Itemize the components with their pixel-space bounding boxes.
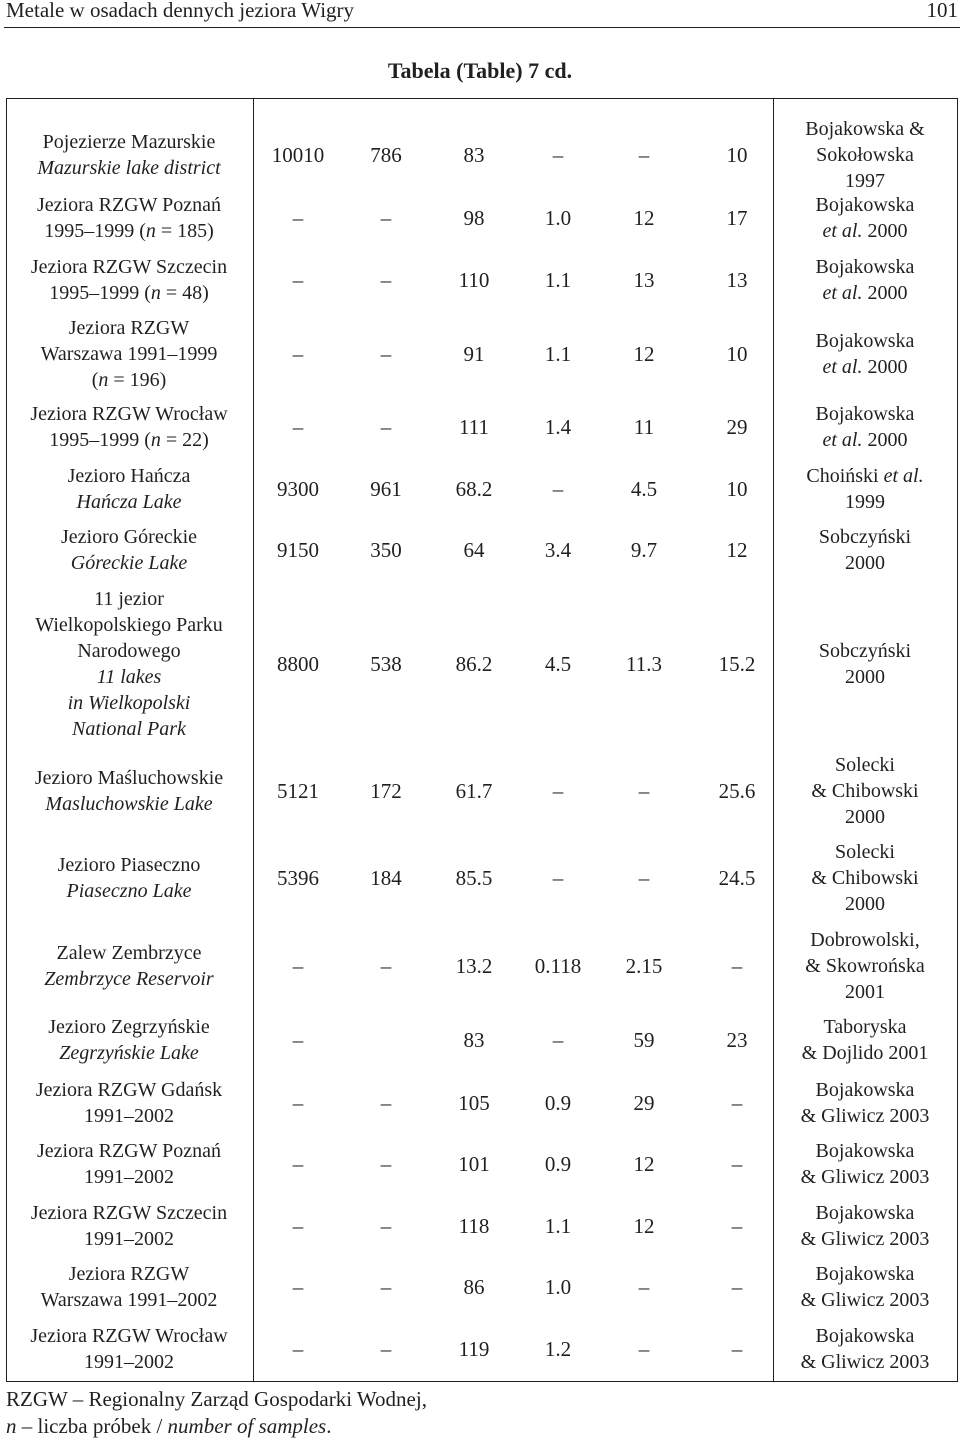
lake-name-line: Piaseczno Lake	[66, 880, 192, 902]
reference-cell	[772, 401, 958, 453]
reference-line: Bojakowska	[815, 1325, 915, 1347]
reference-line: 1997	[845, 170, 885, 192]
value-cell: –	[731, 954, 743, 978]
reference-cell	[772, 1261, 958, 1313]
running-title: Metale w osadach dennych jeziora Wigry	[6, 0, 355, 22]
reference-line: Bojakowska	[815, 403, 915, 425]
value-cell: 110	[458, 268, 490, 292]
reference-line: Sobczyński	[818, 640, 912, 662]
lake-name-cell	[6, 940, 252, 992]
reference-line: et al. 2000	[822, 220, 908, 242]
table-row	[0, 315, 960, 393]
reference-cell	[772, 1138, 958, 1190]
value-cell: 10	[726, 477, 748, 501]
lake-name-line: Warszawa 1991–2002	[40, 1289, 218, 1311]
value-cell: 17	[726, 206, 748, 230]
value-cell: –	[380, 268, 392, 292]
value-cell: 15.2	[718, 652, 756, 676]
value-cell: 12	[633, 1214, 655, 1238]
value-cell: –	[292, 415, 304, 439]
lake-name-cell	[6, 524, 252, 576]
value-cell: 29	[726, 415, 748, 439]
value-cell: –	[731, 1152, 743, 1176]
lake-name-cell	[6, 315, 252, 393]
reference-line: Sokołowska	[816, 144, 914, 166]
lake-name-line: Zembrzyce Reservoir	[44, 968, 214, 990]
lake-name-cell	[6, 586, 252, 742]
value-cell: 10	[726, 143, 748, 167]
value-cell: –	[380, 342, 392, 366]
value-cell: –	[380, 1152, 392, 1176]
value-cell: 5121	[277, 779, 319, 803]
reference-line: 2000	[845, 806, 885, 828]
value-cell: –	[731, 1214, 743, 1238]
reference-line: Bojakowska &	[805, 118, 925, 140]
value-cell: 12	[726, 538, 748, 562]
value-cell: 0.9	[544, 1152, 572, 1176]
reference-line: Bojakowska	[815, 1079, 915, 1101]
value-cell: 13	[726, 268, 748, 292]
value-cell: –	[380, 1091, 392, 1115]
lake-name-line: Jeziora RZGW Wrocław	[30, 403, 228, 425]
value-cell: 961	[370, 477, 402, 501]
value-cell: 184	[370, 866, 402, 890]
lake-name-line: Jezioro Hańcza	[67, 465, 191, 487]
value-cell: 10010	[271, 143, 325, 167]
footnote-end: .	[326, 1414, 332, 1438]
value-cell: 0.9	[544, 1091, 572, 1115]
value-cell: 10	[726, 342, 748, 366]
table-row	[0, 927, 960, 1005]
value-cell: 1.0	[544, 206, 572, 230]
value-cell: –	[380, 415, 392, 439]
value-cell: –	[552, 779, 564, 803]
value-cell: 12	[633, 1152, 655, 1176]
lake-name-line: Jezioro Maśluchowskie	[34, 767, 224, 789]
table-row	[0, 116, 960, 194]
value-cell: –	[552, 143, 564, 167]
lake-name-cell	[6, 852, 252, 904]
value-cell: –	[552, 1028, 564, 1052]
lake-name-line: Góreckie Lake	[70, 552, 188, 574]
lake-name-line: Mazurskie lake district	[37, 157, 221, 179]
value-cell: 1.2	[544, 1337, 572, 1361]
value-cell: –	[638, 1337, 650, 1361]
lake-name-cell	[6, 1138, 252, 1190]
table-row	[0, 463, 960, 515]
value-cell: 1.4	[544, 415, 572, 439]
value-cell: –	[292, 1214, 304, 1238]
reference-cell	[772, 1014, 958, 1066]
reference-line: & Gliwicz 2003	[800, 1351, 930, 1373]
table-row	[0, 1138, 960, 1190]
lake-name-line: Jeziora RZGW	[68, 317, 190, 339]
value-cell: 12	[633, 206, 655, 230]
reference-line: 2000	[845, 893, 885, 915]
value-cell: 64	[463, 538, 485, 562]
value-cell: 12	[633, 342, 655, 366]
lake-name-line: Jeziora RZGW Poznań	[36, 1140, 222, 1162]
page-header	[0, 0, 960, 27]
value-cell: 11.3	[626, 652, 662, 676]
reference-line: & Dojlido 2001	[801, 1042, 929, 1064]
reference-line: 2001	[845, 981, 885, 1003]
lake-name-cell	[6, 463, 252, 515]
reference-line: Bojakowska	[815, 194, 915, 216]
lake-name-line: Wielkopolskiego Parku	[35, 614, 223, 636]
lake-name-line: Narodowego	[77, 640, 181, 662]
table-row	[0, 1014, 960, 1066]
value-cell: 538	[370, 652, 402, 676]
footnote-line-1: RZGW – Regionalny Zarząd Gospodarki Wodnej,	[6, 1387, 427, 1411]
value-cell: –	[380, 1275, 392, 1299]
value-cell: 29	[633, 1091, 655, 1115]
lake-name-line: Jezioro Góreckie	[60, 526, 198, 548]
lake-name-line: Jeziora RZGW Poznań	[36, 194, 222, 216]
lake-name-line: 1995–1999 (n = 48)	[49, 282, 209, 304]
value-cell: 0.118	[534, 954, 582, 978]
footnote-text: – liczba próbek /	[16, 1414, 168, 1438]
reference-cell	[772, 1323, 958, 1375]
lake-name-line: Jezioro Piaseczno	[57, 854, 201, 876]
lake-name-cell	[6, 192, 252, 244]
lake-name-line: 1991–2002	[84, 1351, 174, 1373]
lake-name-line: 1995–1999 (n = 22)	[49, 429, 209, 451]
reference-cell	[772, 254, 958, 306]
value-cell: 11	[633, 415, 655, 439]
value-cell: –	[731, 1091, 743, 1115]
value-cell: 1.0	[544, 1275, 572, 1299]
lake-name-line: 11 jezior	[94, 588, 164, 610]
value-cell: 5396	[277, 866, 319, 890]
reference-line: 2000	[845, 552, 885, 574]
value-cell: –	[292, 1152, 304, 1176]
value-cell: 2.15	[625, 954, 663, 978]
reference-cell	[772, 463, 958, 515]
lake-name-line: 1991–2002	[84, 1105, 174, 1127]
value-cell: –	[292, 1028, 304, 1052]
value-cell: –	[638, 1275, 650, 1299]
lake-name-line: 1991–2002	[84, 1166, 174, 1188]
page-number: 101	[926, 0, 958, 22]
value-cell: 13	[633, 268, 655, 292]
lake-name-line: Zegrzyńskie Lake	[59, 1042, 199, 1064]
lake-name-line: Jeziora RZGW Wrocław	[30, 1325, 228, 1347]
value-cell: 61.7	[455, 779, 493, 803]
value-cell: 91	[463, 342, 485, 366]
value-cell: 83	[463, 143, 485, 167]
table-row	[0, 401, 960, 453]
reference-line: & Skowrońska	[805, 955, 925, 977]
reference-line: Bojakowska	[815, 1202, 915, 1224]
value-cell: 83	[463, 1028, 485, 1052]
reference-line: & Gliwicz 2003	[800, 1166, 930, 1188]
reference-line: & Chibowski	[811, 780, 919, 802]
value-cell: –	[292, 954, 304, 978]
table-row	[0, 1261, 960, 1313]
reference-line: & Gliwicz 2003	[800, 1105, 930, 1127]
header-divider	[4, 27, 960, 28]
value-cell: –	[731, 1337, 743, 1361]
table-title: Tabela (Table) 7 cd.	[387, 58, 573, 83]
reference-line: 1999	[845, 491, 885, 513]
reference-line: 2000	[845, 666, 885, 688]
lake-name-line: 1991–2002	[84, 1228, 174, 1250]
lake-name-line: in Wielkopolski	[67, 692, 191, 714]
value-cell: 4.5	[630, 477, 658, 501]
reference-line: et al. 2000	[822, 356, 908, 378]
value-cell: 1.1	[544, 1214, 572, 1238]
lake-name-cell	[6, 1261, 252, 1313]
value-cell: 101	[458, 1152, 490, 1176]
reference-line: & Chibowski	[811, 867, 919, 889]
value-cell: 105	[458, 1091, 490, 1115]
reference-cell	[772, 927, 958, 1005]
value-cell: 119	[458, 1337, 490, 1361]
reference-line: Solecki	[835, 841, 895, 863]
reference-line: Choiński et al.	[806, 465, 924, 487]
footnote-line-2	[6, 1413, 427, 1440]
lake-name-line: Hańcza Lake	[76, 491, 182, 513]
value-cell: 59	[633, 1028, 655, 1052]
lake-name-cell	[6, 401, 252, 453]
value-cell: –	[292, 206, 304, 230]
reference-cell	[772, 524, 958, 576]
value-cell: 4.5	[544, 652, 572, 676]
value-cell: 9150	[277, 538, 319, 562]
lake-name-cell	[6, 129, 252, 181]
value-cell: –	[380, 1337, 392, 1361]
value-cell: –	[292, 1275, 304, 1299]
value-cell: 86	[463, 1275, 485, 1299]
reference-cell	[772, 839, 958, 917]
reference-line: & Gliwicz 2003	[800, 1228, 930, 1250]
value-cell: 13.2	[455, 954, 493, 978]
table-footnote	[6, 1386, 427, 1440]
lake-name-line: Jezioro Zegrzyńskie	[48, 1016, 210, 1038]
value-cell: 350	[370, 538, 402, 562]
lake-name-line: (n = 196)	[91, 369, 167, 391]
value-cell: 1.1	[544, 342, 572, 366]
reference-line: Sobczyński	[818, 526, 912, 548]
table-row	[0, 192, 960, 244]
value-cell: 9.7	[630, 538, 658, 562]
reference-line: et al. 2000	[822, 429, 908, 451]
value-cell: –	[380, 1214, 392, 1238]
value-cell: 1.1	[544, 268, 572, 292]
value-cell: –	[380, 954, 392, 978]
reference-cell	[772, 1200, 958, 1252]
lake-name-line: Warszawa 1991–1999	[40, 343, 218, 365]
lake-name-cell	[6, 1014, 252, 1066]
value-cell: 86.2	[455, 652, 493, 676]
value-cell: –	[552, 477, 564, 501]
value-cell: 25.6	[718, 779, 756, 803]
value-cell: 98	[463, 206, 485, 230]
value-cell: –	[292, 1091, 304, 1115]
value-cell: –	[552, 866, 564, 890]
table-row	[0, 1323, 960, 1375]
reference-cell	[772, 638, 958, 690]
table-row	[0, 839, 960, 917]
value-cell: 111	[459, 415, 489, 439]
value-cell: –	[380, 206, 392, 230]
value-cell: 172	[370, 779, 402, 803]
reference-line: Solecki	[835, 754, 895, 776]
reference-line: Dobrowolski,	[810, 929, 920, 951]
reference-line: Bojakowska	[815, 1263, 915, 1285]
reference-cell	[772, 328, 958, 380]
table-row	[0, 524, 960, 576]
lake-name-line: National Park	[72, 718, 186, 740]
reference-cell	[772, 752, 958, 830]
value-cell: 9300	[277, 477, 319, 501]
reference-line: Bojakowska	[815, 1140, 915, 1162]
lake-name-line: Jeziora RZGW Szczecin	[30, 1202, 228, 1224]
value-cell: 68.2	[455, 477, 493, 501]
lake-name-line: Jeziora RZGW Gdańsk	[35, 1079, 223, 1101]
reference-line: Bojakowska	[815, 256, 915, 278]
value-cell: 118	[458, 1214, 490, 1238]
lake-name-line: Pojezierze Mazurskie	[42, 131, 216, 153]
reference-line: Bojakowska	[815, 330, 915, 352]
reference-line: & Gliwicz 2003	[800, 1289, 930, 1311]
value-cell: 3.4	[544, 538, 572, 562]
table-row	[0, 254, 960, 306]
value-cell: –	[731, 1275, 743, 1299]
lake-name-line: Jeziora RZGW	[68, 1263, 190, 1285]
value-cell: –	[638, 779, 650, 803]
lake-name-cell	[6, 1323, 252, 1375]
lake-name-line: 11 lakes	[96, 666, 162, 688]
lake-name-cell	[6, 1077, 252, 1129]
value-cell: –	[638, 866, 650, 890]
lake-name-line: 1995–1999 (n = 185)	[44, 220, 214, 242]
reference-cell	[772, 116, 958, 194]
footnote-n-symbol: n	[6, 1414, 17, 1438]
table-row	[0, 1200, 960, 1252]
lake-name-cell	[6, 254, 252, 306]
value-cell: –	[638, 143, 650, 167]
lake-name-cell	[6, 1200, 252, 1252]
value-cell: –	[292, 268, 304, 292]
reference-cell	[772, 1077, 958, 1129]
value-cell: 85.5	[455, 866, 493, 890]
reference-cell	[772, 192, 958, 244]
value-cell: 24.5	[718, 866, 756, 890]
value-cell: –	[292, 1337, 304, 1361]
lake-name-cell	[6, 765, 252, 817]
lake-name-line: Jeziora RZGW Szczecin	[30, 256, 228, 278]
footnote-italic-text: number of samples	[167, 1414, 327, 1438]
lake-name-line: Zalew Zembrzyce	[56, 942, 202, 964]
lake-name-line: Masluchowskie Lake	[45, 793, 213, 815]
value-cell: 786	[370, 143, 402, 167]
value-cell: 8800	[277, 652, 319, 676]
value-cell: –	[292, 342, 304, 366]
reference-line: et al. 2000	[822, 282, 908, 304]
table-row	[0, 1077, 960, 1129]
table-row	[0, 752, 960, 830]
value-cell: 23	[726, 1028, 748, 1052]
table-row	[0, 586, 960, 742]
reference-line: Taboryska	[823, 1016, 907, 1038]
